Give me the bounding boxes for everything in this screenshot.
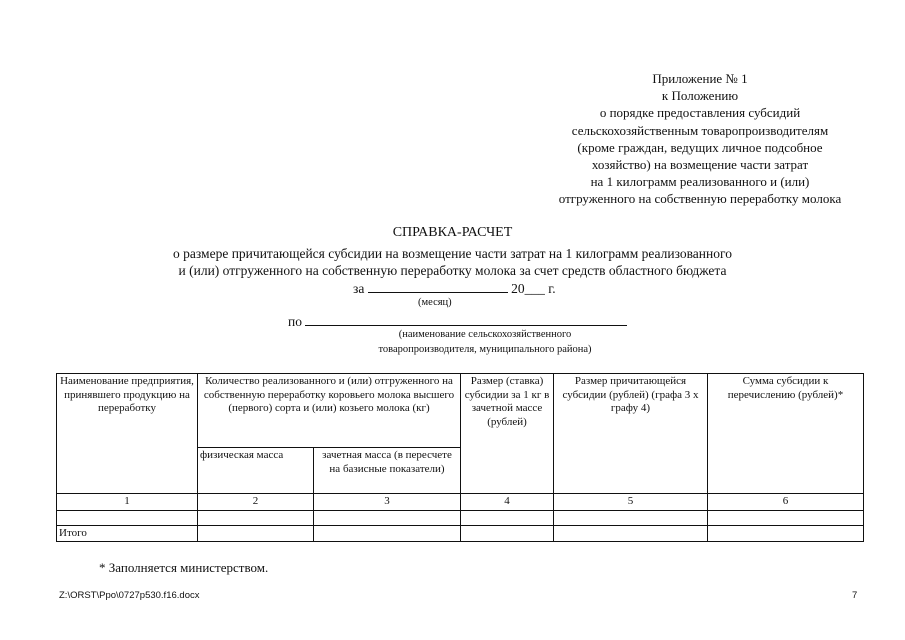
annex-line: хозяйство) на возмещение части затрат bbox=[591, 157, 809, 173]
total-row bbox=[57, 525, 864, 542]
column-number: 1 bbox=[57, 494, 198, 511]
producer-caption-line: (наименование сельскохозяйственного bbox=[398, 329, 572, 340]
column-number-row bbox=[57, 494, 864, 511]
col6-header: Сумма субсидии к перечислению (рублей)* bbox=[708, 374, 864, 494]
document-description bbox=[0, 246, 905, 279]
producer-caption bbox=[335, 327, 635, 357]
document-title: СПРАВКА-РАСЧЕТ bbox=[392, 225, 513, 240]
col5-header: Размер причитающейся субсидии (рублей) (графа 3 х графу 4) bbox=[554, 374, 708, 494]
producer-prefix: по bbox=[288, 314, 302, 329]
column-number: 2 bbox=[198, 494, 314, 511]
month-blank bbox=[368, 280, 508, 293]
period-prefix: за bbox=[353, 281, 365, 296]
description-line: и (или) отгруженного на собственную переработку молока за счет средств областного бюджета bbox=[178, 262, 727, 278]
column-number: 5 bbox=[554, 494, 708, 511]
annex-line: о порядке предоставления субсидий bbox=[599, 105, 801, 121]
annex-line: сельскохозяйственным товаропроизводителям bbox=[571, 122, 829, 138]
col2b-header: зачетная масса (в пересчете на базисные показатели) bbox=[314, 448, 461, 494]
column-number: 4 bbox=[461, 494, 554, 511]
period-caption: (месяц) bbox=[418, 297, 452, 308]
column-number: 3 bbox=[314, 494, 461, 511]
producer-blank bbox=[305, 313, 627, 326]
total-label: Итого bbox=[57, 525, 198, 542]
annex-line: (кроме граждан, ведущих личное подсобное bbox=[577, 139, 823, 155]
col2a-header: физическая масса bbox=[198, 448, 314, 494]
annex-line: к Положению bbox=[661, 88, 739, 104]
footnote: * Заполняется министерством. bbox=[99, 560, 269, 575]
annex-line: Приложение № 1 bbox=[652, 71, 748, 86]
column-number: 6 bbox=[708, 494, 864, 511]
producer-caption-line: товаропроизводителя, муниципального района) bbox=[378, 344, 592, 355]
description-line: о размере причитающейся субсидии на возмещение части затрат на 1 килограмм реализованного bbox=[173, 246, 732, 261]
period-year: 20___ г. bbox=[511, 281, 556, 296]
page-number: 7 bbox=[852, 590, 858, 601]
col4-header: Размер (ставка) субсидии за 1 кг в зачетной массе (рублей) bbox=[461, 374, 554, 494]
annex-line: на 1 килограмм реализованного и (или) bbox=[590, 174, 810, 190]
col2-header: Количество реализованного и (или) отгруженного на собственную переработку коровьего молока высшего (первого) сорта и (или) козьего молока (кг) bbox=[198, 374, 461, 448]
period-line bbox=[353, 280, 556, 297]
col1-header: Наименование предприятия, принявшего продукцию на переработку bbox=[57, 374, 198, 494]
file-path: Z:\ORST\Ppo\0727p530.f16.docx bbox=[59, 590, 200, 601]
table-row bbox=[57, 510, 864, 525]
subsidy-table bbox=[56, 373, 864, 542]
annex-block bbox=[520, 70, 880, 208]
annex-line: отгруженного на собственную переработку молока bbox=[558, 191, 842, 207]
